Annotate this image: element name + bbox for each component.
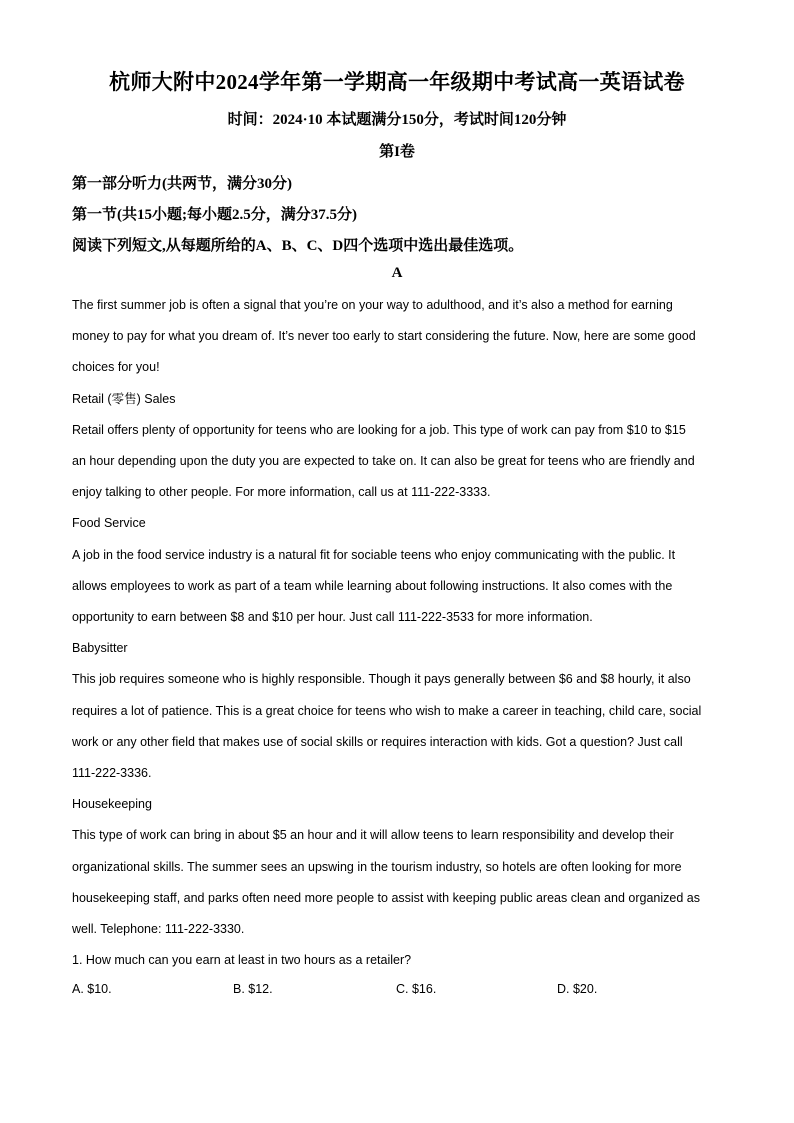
section-heading-food: Food Service <box>72 516 146 531</box>
passage-line: enjoy talking to other people. For more information, call us at 111-222-3333. <box>72 485 491 500</box>
page-title: 杭师大附中2024学年第一学期高一年级期中考试高一英语试卷 <box>109 70 685 94</box>
section-heading-housekeeping: Housekeeping <box>72 797 152 812</box>
passage-body <box>72 290 722 976</box>
passage-line: A job in the food service industry is a natural fit for sociable teens who enjoy communicating with the public. It <box>72 547 676 562</box>
section-heading-babysitter: Babysitter <box>72 641 128 656</box>
part-heading: 第一部分听力(共两节，满分30分) <box>72 176 292 192</box>
passage-line: housekeeping staff, and parks often need more people to assist with keeping public areas clean and organized as <box>72 890 700 905</box>
passage-line: Retail offers plenty of opportunity for teens who are looking for a job. This type of work can pay from $10 to $15 <box>72 422 686 437</box>
option-b: B. $12. <box>233 982 273 996</box>
reading-direction: 阅读下列短文,从每题所给的A、B、C、D四个选项中选出最佳选项。 <box>72 238 524 254</box>
passage-line: This job requires someone who is highly responsible. Though it pays generally between $6 and $8 hourly, it also <box>72 672 691 687</box>
section-heading: 第一节(共15小题;每小题2.5分，满分37.5分) <box>72 207 357 223</box>
passage-line: choices for you! <box>72 360 160 375</box>
passage-label: A <box>391 265 403 281</box>
passage-line: work or any other field that makes use of social skills or requires interaction with kids. Got a question? Just call <box>72 734 683 749</box>
passage-line: money to pay for what you dream of. It’s never too early to start considering the future. Now, here are some good <box>72 329 696 344</box>
volume-label: 第I卷 <box>379 144 415 160</box>
passage-line: allows employees to work as part of a team while learning about following instructions. It also comes with the <box>72 578 673 593</box>
passage-line: well. Telephone: 111-222-3330. <box>72 922 245 937</box>
passage-line: 111-222-3336. <box>72 766 152 781</box>
option-c: C. $16. <box>396 982 437 996</box>
option-a: A. $10. <box>72 982 112 996</box>
option-d: D. $20. <box>557 982 598 996</box>
passage-line: requires a lot of patience. This is a great choice for teens who wish to make a career in teaching, child care, social <box>72 703 702 718</box>
passage-line: an hour depending upon the duty you are expected to take on. It can also be great for teens who are friendly and <box>72 454 695 469</box>
passage-line: The first summer job is often a signal that you’re on your way to adulthood, and it’s also a method for earning <box>72 298 673 312</box>
passage-line: opportunity to earn between $8 and $10 per hour. Just call 111-222-3533 for more information. <box>72 610 593 625</box>
question-stem: 1. How much can you earn at least in two hours as a retailer? <box>72 953 412 968</box>
passage-line: This type of work can bring in about $5 an hour and it will allow teens to learn responsibility and develop their <box>72 828 674 843</box>
exam-info: 时间：2024·10 本试题满分150分，考试时间120分钟 <box>227 112 567 128</box>
passage-line: organizational skills. The summer sees an upswing in the tourism industry, so hotels are often looking for more <box>72 859 682 874</box>
section-heading-retail: Retail (零售) Sales <box>72 391 176 406</box>
